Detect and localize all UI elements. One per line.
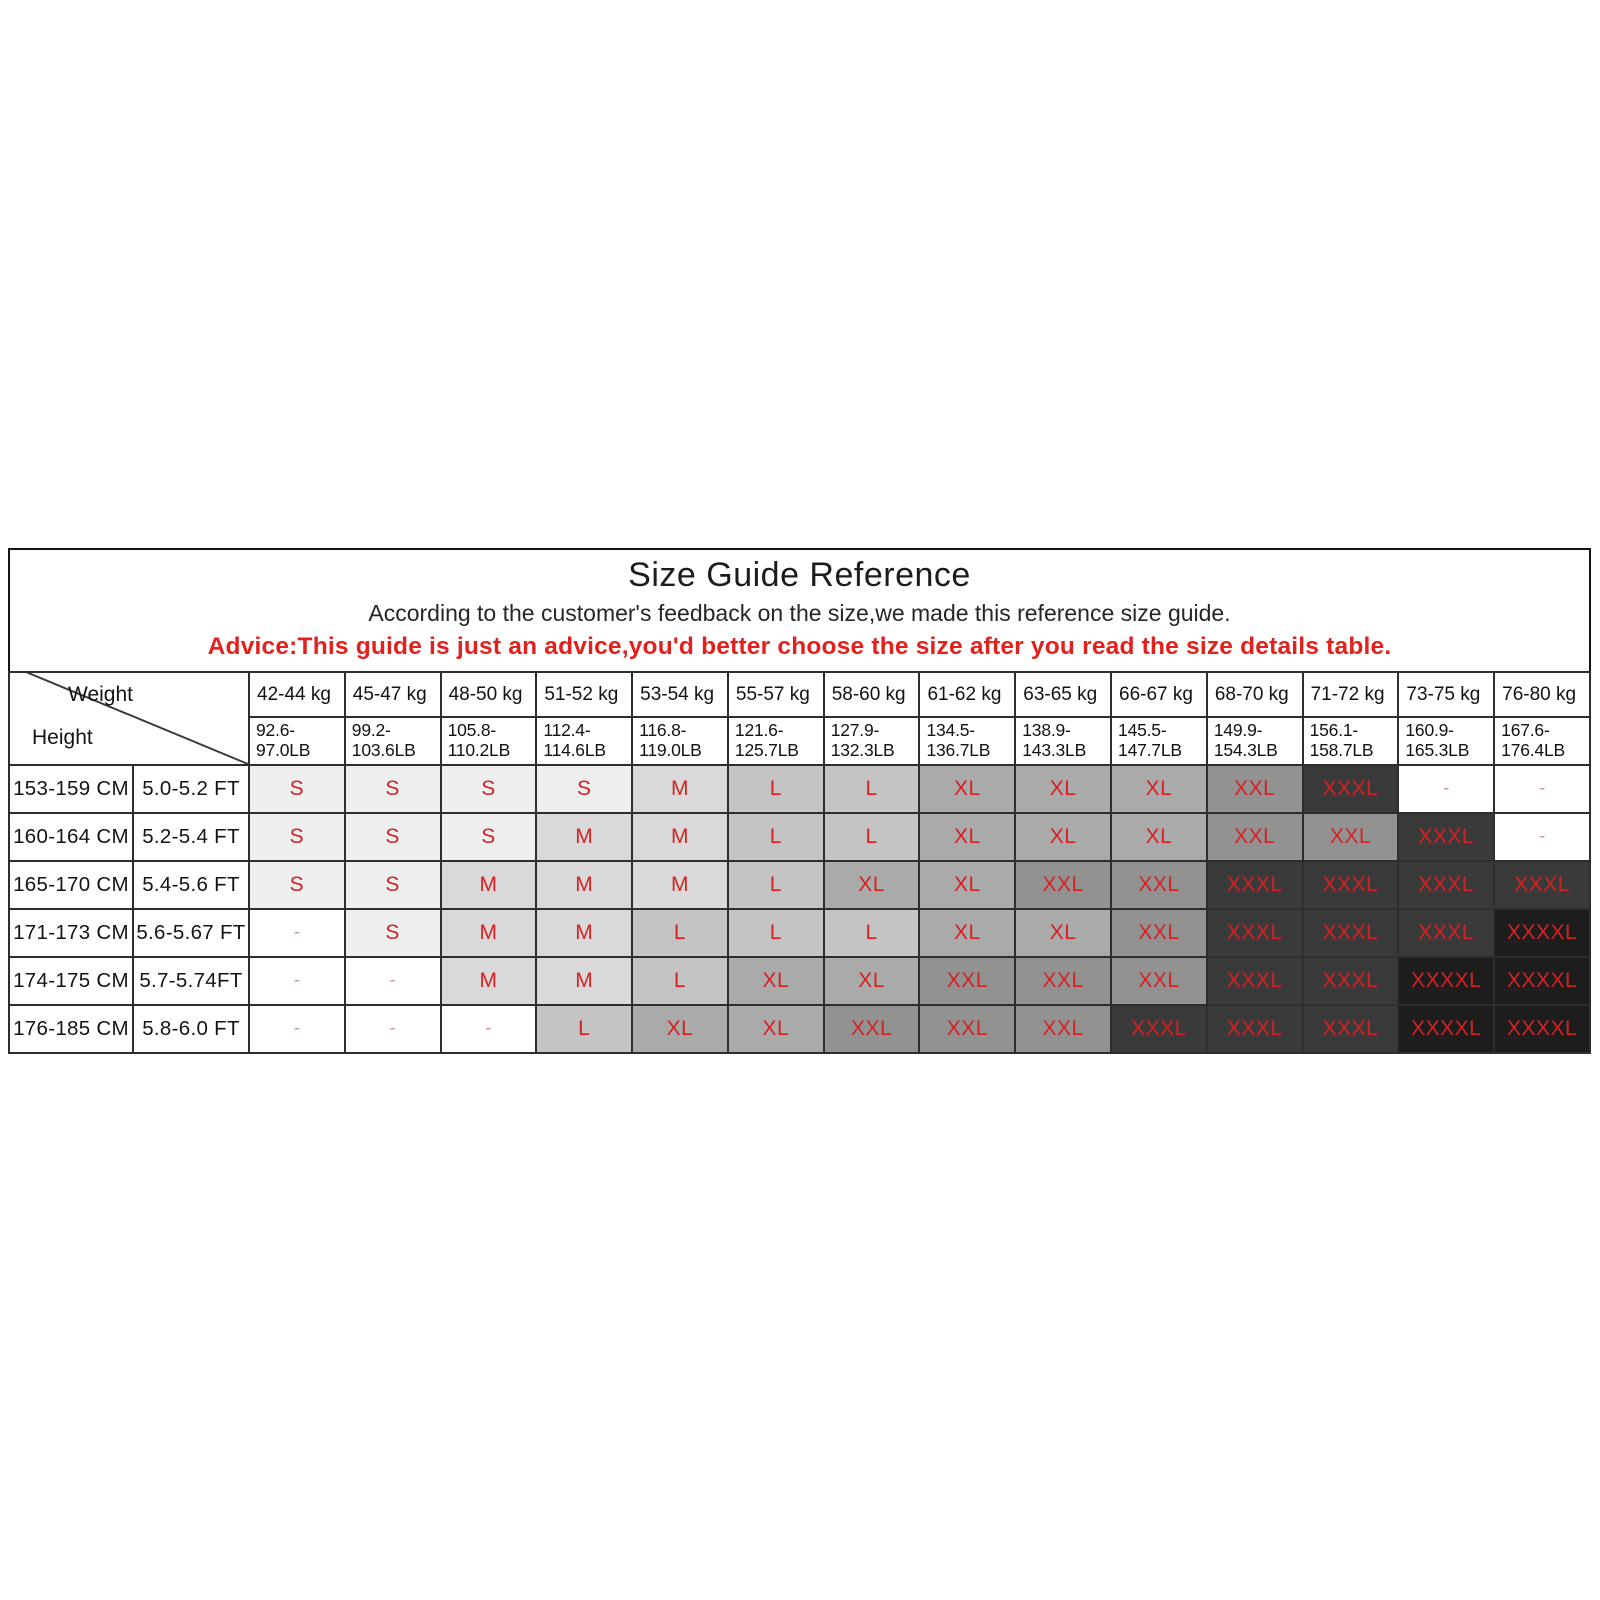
size-cell: M — [632, 765, 728, 813]
weight-lb-header: 145.5-147.7LB — [1111, 717, 1207, 765]
weight-lb-header: 134.5-136.7LB — [919, 717, 1015, 765]
table-row — [9, 957, 1590, 1005]
size-cell: L — [728, 813, 824, 861]
size-cell: - — [249, 909, 345, 957]
size-cell: - — [249, 957, 345, 1005]
corner-cell — [9, 672, 249, 765]
height-cm-cell: 171-173 CM — [9, 909, 133, 957]
weight-lb-header: 105.8-110.2LB — [441, 717, 537, 765]
height-cm-cell: 153-159 CM — [9, 765, 133, 813]
weight-label: Weight — [68, 683, 133, 706]
weight-lb-header: 112.4-114.6LB — [536, 717, 632, 765]
size-cell: XXXL — [1494, 861, 1590, 909]
size-cell: S — [441, 813, 537, 861]
size-cell: XL — [728, 1005, 824, 1053]
weight-kg-header: 76-80 kg — [1494, 672, 1590, 717]
size-cell: XXXXL — [1398, 957, 1494, 1005]
size-cell: XXXL — [1111, 1005, 1207, 1053]
size-cell: S — [441, 765, 537, 813]
size-cell: S — [345, 861, 441, 909]
height-label: Height — [32, 726, 93, 749]
size-cell: M — [441, 861, 537, 909]
size-cell: XXXL — [1303, 957, 1399, 1005]
size-cell: - — [249, 1005, 345, 1053]
size-cell: - — [1494, 813, 1590, 861]
weight-kg-header: 45-47 kg — [345, 672, 441, 717]
size-cell: M — [632, 813, 728, 861]
size-cell: M — [632, 861, 728, 909]
size-cell: S — [345, 813, 441, 861]
size-cell: XXL — [1207, 765, 1303, 813]
size-cell: XL — [1111, 813, 1207, 861]
size-cell: XXL — [1207, 813, 1303, 861]
weight-lb-header: 127.9-132.3LB — [824, 717, 920, 765]
weight-lb-header: 92.6-97.0LB — [249, 717, 345, 765]
size-cell: XXL — [1015, 957, 1111, 1005]
weight-kg-header: 63-65 kg — [1015, 672, 1111, 717]
size-cell: S — [249, 765, 345, 813]
size-cell: XXL — [1303, 813, 1399, 861]
size-cell: - — [345, 1005, 441, 1053]
height-ft-cell: 5.4-5.6 FT — [133, 861, 249, 909]
size-cell: XXXL — [1303, 909, 1399, 957]
size-cell: XL — [1015, 813, 1111, 861]
size-cell: XL — [919, 765, 1015, 813]
weight-lb-header: 156.1-158.7LB — [1303, 717, 1399, 765]
weight-lb-header: 167.6-176.4LB — [1494, 717, 1590, 765]
weight-kg-header: 42-44 kg — [249, 672, 345, 717]
size-cell: L — [632, 957, 728, 1005]
size-cell: XXXL — [1303, 765, 1399, 813]
size-cell: XXXL — [1207, 1005, 1303, 1053]
height-ft-cell: 5.8-6.0 FT — [133, 1005, 249, 1053]
weight-lb-header: 149.9-154.3LB — [1207, 717, 1303, 765]
size-cell: XL — [632, 1005, 728, 1053]
advice-note: Advice:This guide is just an advice,you'd better choose the size after you read the size details table. — [207, 633, 1392, 660]
size-cell: L — [824, 909, 920, 957]
size-cell: S — [345, 765, 441, 813]
size-cell: XXXL — [1207, 957, 1303, 1005]
size-cell: XL — [1111, 765, 1207, 813]
size-cell: XXXL — [1207, 861, 1303, 909]
size-cell: XXL — [824, 1005, 920, 1053]
weight-kg-header: 61-62 kg — [919, 672, 1015, 717]
weight-kg-header: 58-60 kg — [824, 672, 920, 717]
size-cell: - — [1398, 765, 1494, 813]
size-cell: XXXL — [1398, 813, 1494, 861]
size-cell: XXXL — [1398, 909, 1494, 957]
weight-lb-header: 138.9-143.3LB — [1015, 717, 1111, 765]
size-cell: XXXXL — [1494, 957, 1590, 1005]
weight-kg-header: 73-75 kg — [1398, 672, 1494, 717]
size-cell: XXXL — [1398, 861, 1494, 909]
table-row — [9, 1005, 1590, 1053]
table-row — [9, 813, 1590, 861]
weight-lb-header: 160.9-165.3LB — [1398, 717, 1494, 765]
size-cell: M — [536, 957, 632, 1005]
size-cell: XXL — [919, 957, 1015, 1005]
size-cell: XL — [919, 813, 1015, 861]
size-cell: XL — [919, 909, 1015, 957]
size-cell: XL — [1015, 909, 1111, 957]
size-cell: L — [824, 813, 920, 861]
height-ft-cell: 5.7-5.74FT — [133, 957, 249, 1005]
table-row — [9, 861, 1590, 909]
size-cell: M — [536, 813, 632, 861]
size-cell: XXXL — [1207, 909, 1303, 957]
size-cell: - — [1494, 765, 1590, 813]
table-row — [9, 909, 1590, 957]
weight-lb-header: 116.8-119.0LB — [632, 717, 728, 765]
page-title: Size Guide Reference — [628, 556, 971, 594]
weight-kg-header: 48-50 kg — [441, 672, 537, 717]
size-cell: L — [728, 765, 824, 813]
weight-kg-header-row — [9, 672, 1590, 717]
size-cell: XXL — [1111, 861, 1207, 909]
size-cell: XXXXL — [1494, 1005, 1590, 1053]
height-ft-cell: 5.0-5.2 FT — [133, 765, 249, 813]
size-cell: L — [728, 909, 824, 957]
size-cell: L — [824, 765, 920, 813]
size-cell: XL — [919, 861, 1015, 909]
table-row — [9, 765, 1590, 813]
weight-kg-header: 55-57 kg — [728, 672, 824, 717]
size-cell: L — [632, 909, 728, 957]
weight-lb-header: 121.6-125.7LB — [728, 717, 824, 765]
size-cell: XL — [824, 957, 920, 1005]
height-cm-cell: 165-170 CM — [9, 861, 133, 909]
size-cell: S — [536, 765, 632, 813]
height-cm-cell: 160-164 CM — [9, 813, 133, 861]
weight-kg-header: 68-70 kg — [1207, 672, 1303, 717]
size-cell: M — [441, 957, 537, 1005]
size-cell: XXL — [919, 1005, 1015, 1053]
size-cell: XL — [1015, 765, 1111, 813]
weight-kg-header: 71-72 kg — [1303, 672, 1399, 717]
height-ft-cell: 5.6-5.67 FT — [133, 909, 249, 957]
size-cell: XXXL — [1303, 861, 1399, 909]
size-cell: XXL — [1111, 957, 1207, 1005]
weight-kg-header: 66-67 kg — [1111, 672, 1207, 717]
weight-lb-header: 99.2-103.6LB — [345, 717, 441, 765]
size-cell: XXL — [1015, 861, 1111, 909]
weight-kg-header: 51-52 kg — [536, 672, 632, 717]
size-cell: M — [536, 909, 632, 957]
size-cell: XXXL — [1303, 1005, 1399, 1053]
size-cell: M — [536, 861, 632, 909]
size-cell: XL — [824, 861, 920, 909]
size-cell: L — [728, 861, 824, 909]
height-ft-cell: 5.2-5.4 FT — [133, 813, 249, 861]
height-cm-cell: 174-175 CM — [9, 957, 133, 1005]
size-cell: XXL — [1111, 909, 1207, 957]
size-cell: S — [249, 813, 345, 861]
size-cell: XXXXL — [1398, 1005, 1494, 1053]
size-cell: L — [536, 1005, 632, 1053]
size-guide-panel — [8, 548, 1591, 1052]
height-cm-cell: 176-185 CM — [9, 1005, 133, 1053]
size-cell: S — [345, 909, 441, 957]
size-cell: S — [249, 861, 345, 909]
size-cell: M — [441, 909, 537, 957]
weight-kg-header: 53-54 kg — [632, 672, 728, 717]
size-cell: - — [441, 1005, 537, 1053]
size-cell: XXXXL — [1494, 909, 1590, 957]
size-cell: XXL — [1015, 1005, 1111, 1053]
size-cell: XL — [728, 957, 824, 1005]
subtitle: According to the customer's feedback on the size,we made this reference size guide. — [368, 600, 1231, 626]
size-cell: - — [345, 957, 441, 1005]
size-table — [8, 671, 1591, 1054]
